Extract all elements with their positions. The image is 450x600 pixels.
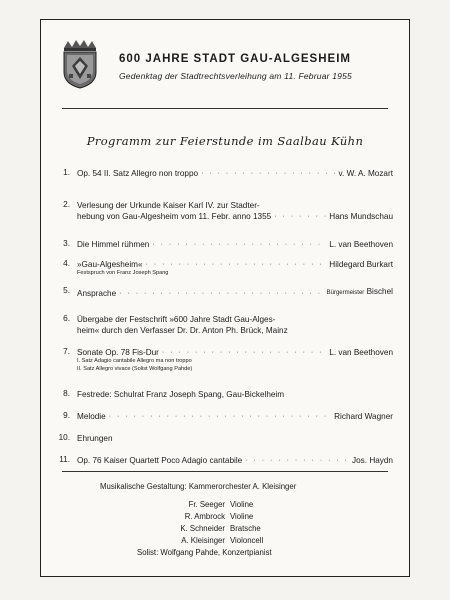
header-title: 600 JAHRE STADT GAU-ALGESHEIM — [119, 53, 351, 65]
credits-divider — [62, 471, 388, 472]
item-note: Festspruch von Franz Joseph Spang — [77, 270, 169, 276]
item-title: Ehrungen — [77, 434, 113, 443]
header-divider — [62, 108, 388, 109]
leader-dots — [119, 288, 323, 299]
item-title: Verlesung der Urkunde Kaiser Karl IV. zur Stadter- — [77, 201, 260, 210]
musician-instrument: Violine — [230, 500, 254, 509]
musician-instrument: Violine — [230, 512, 254, 521]
leader-dots — [109, 411, 331, 422]
leader-dots — [245, 455, 349, 466]
leader-dots — [274, 211, 326, 222]
item-title: Op. 76 Kaiser Quartett Poco Adagio cantabile — [77, 456, 243, 465]
item-title-line2: hebung von Gau-Algesheim vom 11. Febr. anno 1355 — [77, 212, 272, 221]
item-title: Sonate Op. 78 Fis-Dur — [77, 348, 159, 357]
item-title: Übergabe der Festschrift »600 Jahre Stadt Gau-Alges- — [77, 315, 276, 324]
musician-instrument: Bratsche — [230, 524, 261, 533]
item-performer: Richard Wagner — [334, 412, 393, 421]
item-number: 1. — [63, 168, 70, 177]
item-performer: L. van Beethoven — [329, 240, 393, 249]
item-number: 3. — [63, 239, 70, 248]
item-number: 8. — [63, 389, 70, 398]
musician-instrument: Violoncell — [230, 536, 264, 545]
item-title-line2: heim« durch den Verfasser Dr. Dr. Anton Ph. Brück, Mainz — [77, 326, 288, 335]
item-note: I. Satz Adagio cantabile Allegro ma non troppo — [77, 358, 192, 364]
item-title: Die Himmel rühmen — [77, 240, 150, 249]
programme-page — [40, 19, 410, 577]
item-title: Melodie — [77, 412, 106, 421]
item-performer: L. van Beethoven — [329, 348, 393, 357]
musician-row — [119, 500, 359, 511]
credits-heading: Musikalische Gestaltung: Kammerorchester A. Kleisinger — [100, 482, 297, 491]
item-number: 2. — [63, 200, 70, 209]
item-title: Ansprache — [77, 289, 117, 298]
item-number: 4. — [63, 259, 70, 268]
leader-dots — [201, 168, 335, 179]
item-number: 6. — [63, 314, 70, 323]
item-title: Festrede: Schulrat Franz Joseph Spang, Gau-Bickelheim — [77, 390, 285, 399]
header-subtitle: Gedenktag der Stadtrechtsverleihung am 11. Februar 1955 — [119, 71, 352, 81]
musician-name: Fr. Seeger — [188, 500, 225, 509]
item-number: 9. — [63, 411, 70, 420]
item-number: 7. — [63, 347, 70, 356]
item-performer: v. W. A. Mozart — [338, 169, 393, 178]
item-performer: Jos. Haydn — [352, 456, 393, 465]
item-title: Op. 54 II. Satz Allegro non troppo — [77, 169, 199, 178]
item-number: 5. — [63, 286, 70, 295]
item-performer-role: Bürgermeister — [326, 290, 365, 296]
leader-dots — [152, 239, 326, 250]
musician-row — [119, 536, 359, 547]
musician-name: R. Ambrock — [184, 512, 225, 521]
musician-name: K. Schneider — [180, 524, 225, 533]
item-title: »Gau-Algesheim« — [77, 260, 143, 269]
musician-row — [119, 524, 359, 535]
leader-dots — [146, 259, 327, 270]
item-note: II. Satz Allegro vivace (Solist Wolfgang Pahde) — [77, 365, 193, 372]
soloist-line: Solist: Wolfgang Pahde, Konzertpianist — [137, 548, 272, 557]
item-number: 10. — [58, 433, 70, 442]
item-number: 11. — [59, 455, 70, 464]
item-performer: Hans Mundschau — [329, 212, 393, 221]
town-coat-of-arms-icon — [61, 39, 99, 89]
item-performer: Hildegard Burkart — [329, 260, 393, 269]
item-performer: Bischel — [366, 287, 393, 296]
leader-dots — [162, 347, 326, 358]
musician-name: A. Kleisinger — [181, 536, 225, 545]
musician-row — [119, 512, 359, 523]
programme-title: Programm zur Feierstunde im Saalbau Kühn — [86, 134, 364, 148]
